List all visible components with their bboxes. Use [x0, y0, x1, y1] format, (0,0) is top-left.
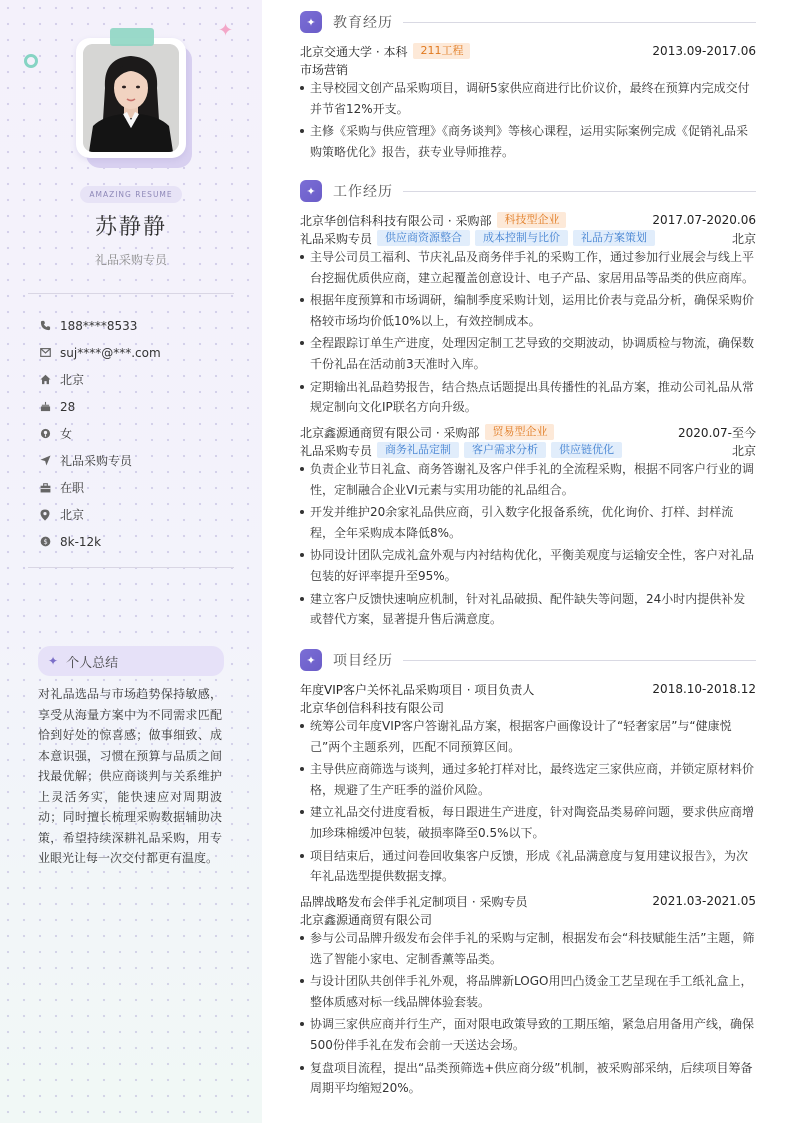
projects-section-header — [300, 648, 756, 672]
photo-frame — [76, 38, 186, 158]
send-icon — [40, 455, 60, 466]
contact-salary: $ 8k-12k — [40, 528, 161, 555]
contact-email: suj****@***.com — [40, 339, 161, 366]
list-item: 主导校园文创产品采购项目，调研5家供应商进行比价议价，最终在预算内完成交付并节省12%开支。 — [300, 78, 756, 119]
phone-icon — [40, 320, 60, 331]
skill-tag: 供应链优化 — [551, 442, 622, 458]
contact-target-role: 礼品采购专员 — [40, 447, 161, 474]
education-section-header — [300, 10, 756, 34]
contact-list — [40, 312, 161, 555]
list-item: 统筹公司年度VIP客户答谢礼品方案，根据客户画像设计了“轻奢家居”与“健康悦己”两个主题系列，匹配不同预算区间。 — [300, 716, 756, 757]
job-position: 礼品采购专员 — [300, 231, 373, 246]
project-header — [300, 891, 756, 911]
list-item: 全程跟踪订单生产进度，处理因定制工艺导致的交期波动，协调质检与物流，确保数千份礼品在活动前3天准时入库。 — [300, 333, 756, 374]
work-section-header — [300, 179, 756, 203]
briefcase-icon — [40, 483, 60, 493]
contact-phone: 188****8533 — [40, 312, 161, 339]
list-item: 复盘项目流程，提出“品类预筛选+供应商分级”机制，被采购部采纳，后续项目筹备周期平均缩短20%。 — [300, 1058, 756, 1099]
job-bullets — [300, 247, 756, 420]
list-item: 主导供应商筛选与谈判，通过多轮打样对比，最终选定三家供应商，并锁定原材料价格，规避了生产旺季的溢价风险。 — [300, 759, 756, 800]
list-item: 根据年度预算和市场调研，编制季度采购计划，运用比价表与竞品分析，确保采购价格较市场均价低10%以上，有效控制成本。 — [300, 290, 756, 331]
divider — [28, 567, 234, 568]
list-item: 项目结束后，通过问卷回收集客户反馈，形成《礼品满意度与复用建议报告》，为次年礼品选型提供数据支撑。 — [300, 846, 756, 887]
sparkle-icon: ✦ — [300, 180, 322, 202]
company-tag: 贸易型企业 — [485, 424, 554, 440]
job-header — [300, 210, 756, 230]
project-bullets — [300, 716, 756, 889]
sparkle-icon: ✦ — [300, 11, 322, 33]
job-bullets — [300, 459, 756, 632]
skill-tag: 供应商资源整合 — [377, 230, 470, 246]
school-tag: 211工程 — [413, 43, 470, 59]
summary-header — [38, 646, 224, 676]
list-item: 开发并维护20余家礼品供应商，引入数字化报备系统，优化询价、打样、封样流程，全年采购成本降低8%。 — [300, 502, 756, 543]
list-item: 负责企业节日礼盒、商务答谢礼及客户伴手礼的全流程采购，根据不同客户行业的调性，定制融合企业VI元素与实用功能的礼品组合。 — [300, 459, 756, 500]
project-name: 品牌战略发布会伴手礼定制项目 · 采购专员 — [300, 894, 528, 909]
company-tag: 科技型企业 — [497, 212, 566, 228]
contact-age: 28 — [40, 393, 161, 420]
mail-icon — [40, 348, 60, 357]
project-name: 年度VIP客户关怀礼品采购项目 · 项目负责人 — [300, 682, 535, 697]
project-dates: 2018.10-2018.12 — [652, 682, 756, 696]
school-name: 北京交通大学 · 本科 — [300, 44, 408, 59]
job-position-row — [300, 228, 756, 248]
section-divider — [403, 191, 756, 192]
job-position: 礼品采购专员 — [300, 443, 373, 458]
skill-tag: 商务礼品定制 — [377, 442, 459, 458]
candidate-role: 礼品采购专员 — [94, 253, 167, 267]
section-title: 工作经历 — [333, 184, 393, 200]
project-company: 北京鑫源通商贸有限公司 — [300, 912, 433, 927]
job-city: 北京 — [731, 443, 756, 458]
list-item: 定期输出礼品趋势报告，结合热点话题提出具传播性的礼品方案，推动公司礼品从常规定制向文化IP联名方向升级。 — [300, 377, 756, 418]
list-item: 主导公司员工福利、节庆礼品及商务伴手礼的采购工作，通过参加行业展会与线上平台挖掘优质供应商，建立起覆盖创意设计、电子产品、家居用品等品类的供应商库。 — [300, 247, 756, 288]
project-header — [300, 679, 756, 699]
list-item: 协调三家供应商并行生产，面对限电政策导致的工期压缩，紧急启用备用产线，确保500份伴手礼在发布会前一天送达会场。 — [300, 1014, 756, 1055]
list-item: 参与公司品牌升级发布会伴手礼的采购与定制，根据发布会“科技赋能生活”主题，筛选了智能小家电、定制香薰等品类。 — [300, 928, 756, 969]
major-row — [300, 59, 756, 79]
contact-gender: 女 — [40, 420, 161, 447]
project-dates: 2021.03-2021.05 — [652, 894, 756, 908]
section-title: 项目经历 — [333, 653, 393, 669]
home-icon — [40, 374, 60, 385]
list-item: 建立客户反馈快速响应机制，针对礼品破损、配件缺失等问题，24小时内提供补发或替代方案，显著提升售后满意度。 — [300, 589, 756, 630]
decorative-ring — [24, 54, 38, 68]
list-item: 协同设计团队完成礼盒外观与内衬结构优化，平衡美观度与运输安全性，客户对礼品包装的好评率提升至95%。 — [300, 545, 756, 586]
profile-photo-card — [76, 38, 186, 160]
sparkle-icon: ✦ — [300, 649, 322, 671]
list-item: 主修《采购与供应管理》《商务谈判》等核心课程，运用实际案例完成《促销礼品采购策略优化》报告，获专业导师推荐。 — [300, 121, 756, 162]
project-company: 北京华创信科科技有限公司 — [300, 700, 445, 715]
candidate-name: 苏静静 — [94, 215, 167, 240]
section-divider — [403, 22, 756, 23]
company-name: 北京鑫源通商贸有限公司 · 采购部 — [300, 425, 480, 440]
salary-icon — [40, 536, 60, 547]
section-title: 教育经历 — [333, 15, 393, 31]
job-dates: 2020.07-至今 — [678, 425, 756, 440]
job-city: 北京 — [731, 231, 756, 246]
sparkle-icon: ✦ — [48, 654, 59, 668]
divider — [28, 293, 234, 294]
education-row — [300, 41, 756, 61]
svg-text:$: $ — [43, 537, 48, 546]
contact-city: 北京 — [40, 366, 161, 393]
project-bullets — [300, 928, 756, 1101]
major: 市场营销 — [300, 62, 349, 77]
job-position-row — [300, 440, 756, 460]
skill-tag: 礼品方案策划 — [573, 230, 655, 246]
project-company-row — [300, 697, 756, 717]
sidebar — [0, 0, 262, 1123]
gender-icon — [40, 428, 60, 439]
company-name: 北京华创信科科技有限公司 · 采购部 — [300, 213, 492, 228]
resume-badge: AMAZING RESUME — [80, 186, 182, 203]
project-company-row — [300, 909, 756, 929]
job-dates: 2017.07-2020.06 — [652, 213, 756, 227]
job-header — [300, 422, 756, 442]
contact-status: 在职 — [40, 474, 161, 501]
cake-icon — [40, 401, 60, 412]
list-item: 建立礼品交付进度看板，每日跟进生产进度，针对陶瓷品类易碎问题，要求供应商增加珍珠棉缓冲包装，破损率降至0.5%以下。 — [300, 802, 756, 843]
section-divider — [403, 660, 756, 661]
sparkle-icon: ✦ — [218, 20, 234, 41]
location-pin-icon — [40, 509, 60, 521]
contact-location: 北京 — [40, 501, 161, 528]
summary-title: 个人总结 — [66, 655, 119, 671]
profile-photo — [83, 44, 179, 152]
summary-text: 对礼品选品与市场趋势保持敏感，享受从海量方案中为不同需求匹配恰到好处的惊喜感；做事细致、成本意识强，习惯在预算与品质之间找最优解；供应商谈判与关系维护上灵活务实，能快速应对周期波动；同时擅长梳理采购数据辅助决策，希望持续深耕礼品采购，用专业眼光让每一次交付都更有温度。 — [38, 687, 222, 865]
skill-tag: 成本控制与比价 — [475, 230, 568, 246]
photo-tape — [110, 28, 154, 46]
education-dates: 2013.09-2017.06 — [652, 44, 756, 58]
education-bullets — [300, 78, 756, 164]
list-item: 与设计团队共创伴手礼外观，将品牌新LOGO用凹凸烫金工艺呈现在手工纸礼盒上，整体质感对标一线品牌体验套装。 — [300, 971, 756, 1012]
skill-tag: 客户需求分析 — [464, 442, 546, 458]
